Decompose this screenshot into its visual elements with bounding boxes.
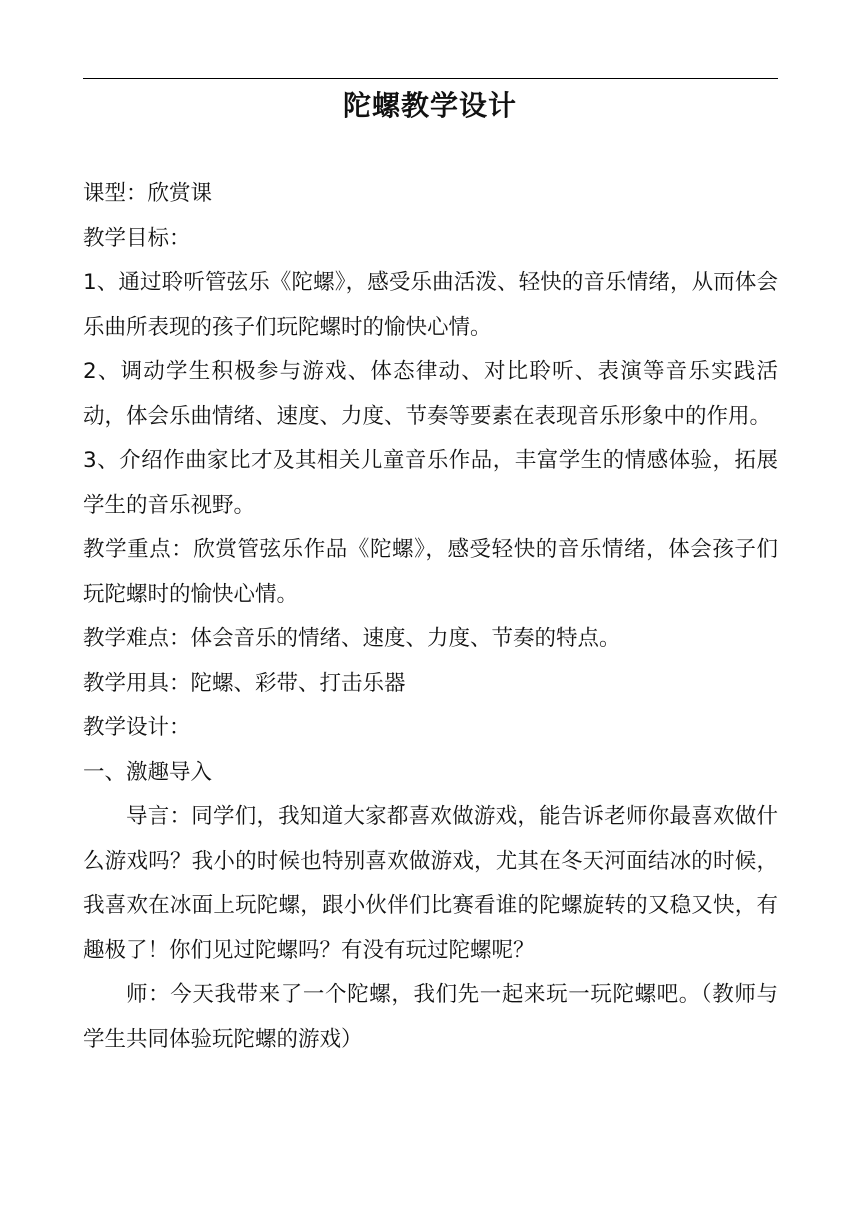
course-type: 课型：欣赏课 bbox=[83, 181, 213, 206]
difficult-points: 教学难点：体会音乐的情绪、速度、力度、节奏的特点。 bbox=[83, 626, 621, 651]
teaching-tools: 教学用具：陀螺、彩带、打击乐器 bbox=[83, 670, 406, 696]
design-heading: 教学设计： bbox=[83, 715, 191, 740]
objective-1: 1、通过聆听管弦乐《陀螺》，感受乐曲活泼、轻快的音乐情绪，从而体会乐曲所表现的孩子们玩陀螺时的愉快心情。 bbox=[83, 270, 778, 340]
intro-paragraph: 导言：同学们，我知道大家都喜欢做游戏，能告诉老师你最喜欢做什么游戏吗？我小的时候也特别喜欢做游戏，尤其在冬天河面结冰的时候，我喜欢在冰面上玩陀螺，跟小伙伴们比赛看谁的陀螺旋转的又稳又快，有趣极了！你们见过陀螺吗？有没有玩过陀螺呢？ bbox=[83, 804, 778, 963]
document-body bbox=[83, 172, 778, 1062]
objectives-heading: 教学目标： bbox=[83, 225, 191, 251]
teacher-paragraph: 师：今天我带来了一个陀螺，我们先一起来玩一玩陀螺吧。（教师与学生共同体验玩陀螺的游戏） bbox=[83, 982, 778, 1052]
header-rule bbox=[83, 78, 778, 79]
section-1-heading: 一、激趣导入 bbox=[83, 759, 213, 785]
document-title: 陀螺教学设计 bbox=[342, 89, 517, 122]
objective-2: 2、调动学生积极参与游戏、体态律动、对比聆听、表演等音乐实践活动，体会乐曲情绪、速度、力度、节奏等要素在表现音乐形象中的作用。 bbox=[83, 359, 778, 429]
objective-3: 3、介绍作曲家比才及其相关儿童音乐作品，丰富学生的情感体验，拓展学生的音乐视野。 bbox=[83, 448, 778, 518]
key-points: 教学重点：欣赏管弦乐作品《陀螺》，感受轻快的音乐情绪，体会孩子们玩陀螺时的愉快心情。 bbox=[83, 537, 778, 607]
